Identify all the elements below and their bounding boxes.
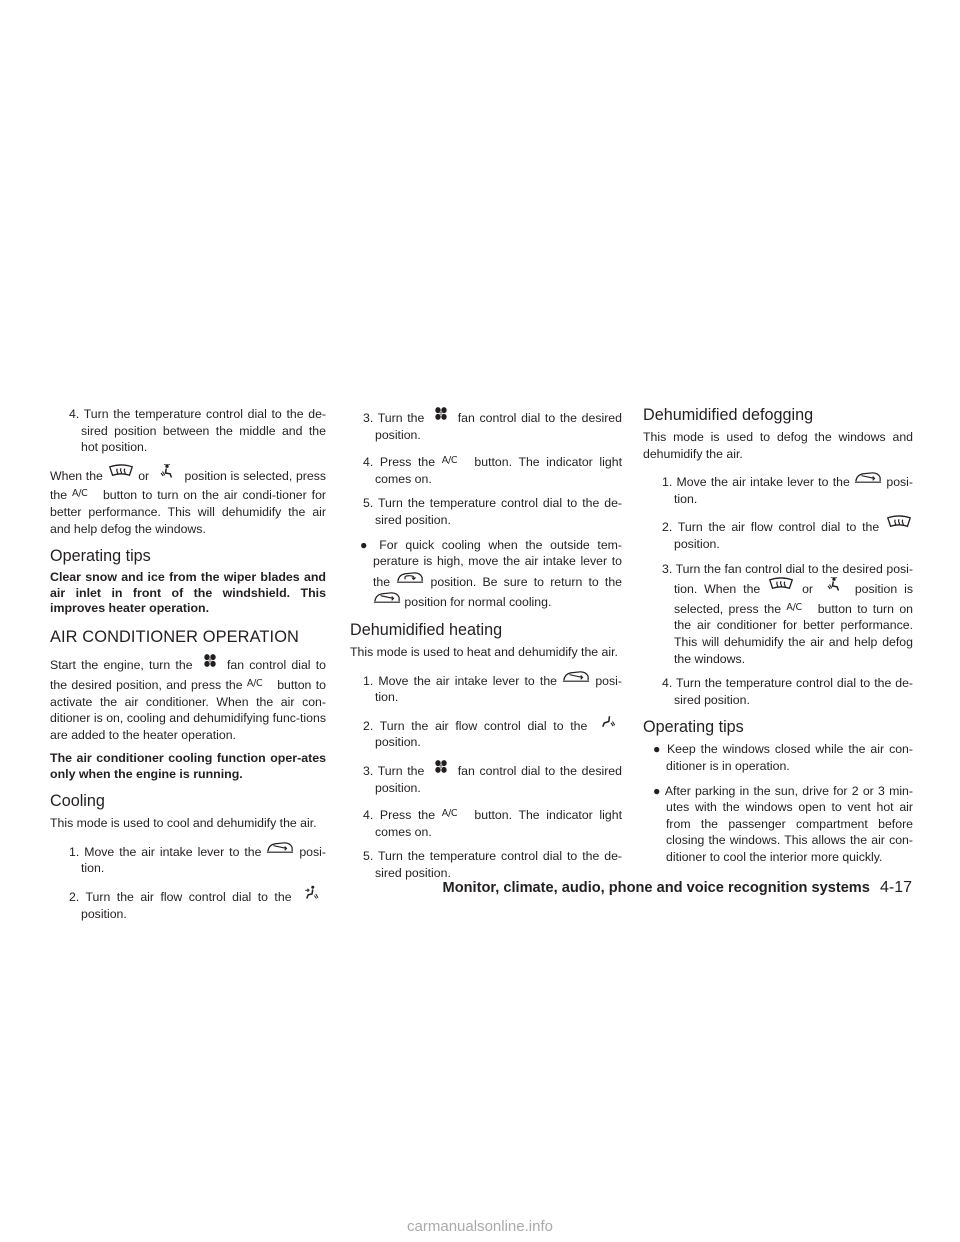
ac-icon: A/C: [441, 808, 458, 820]
outside-air-icon: [854, 470, 882, 485]
page-number: 4-17: [879, 879, 912, 896]
page-footer: [443, 879, 912, 897]
cooling-intro: This mode is used to cool and dehumidify the air.: [50, 816, 317, 831]
list-item: 5. Turn the temperature control dial to the de-sired position.: [363, 496, 623, 527]
recirculate-air-icon: [396, 570, 424, 585]
bullet-item: ● After parking in the sun, drive for 2 or 3 min-utes with the windows open to vent hot air from the passenger compartment before closing the windows. This allows the air con-ditioner to cool the interior more quickly.: [653, 783, 913, 864]
list-item: 2. Turn the air flow control dial to the position.: [50, 885, 326, 922]
defrost-icon: [767, 577, 795, 592]
list-item: 4. Turn the temperature control dial to the de-sired position.: [662, 676, 914, 707]
ac-icon: A/C: [246, 677, 263, 689]
watermark: carmanualsonline.info: [407, 1218, 553, 1235]
ac-icon: A/C: [441, 455, 458, 467]
column-1: [50, 406, 326, 930]
list-item: 1. Move the air intake lever to the posi-tion.: [350, 669, 622, 706]
outside-air-icon: [562, 669, 590, 684]
defrost-icon: [885, 515, 913, 530]
fan-icon: [198, 653, 222, 668]
defog-paragraph: When the or position is selected, press the A/C button to turn on the air condi-tioner for better performance. This will dehumidify the air and help defog the windows.: [50, 464, 326, 537]
heading-operating-tips: Operating tips: [50, 547, 151, 566]
list-item: 3. Turn the fan control dial to the desired posi-tion. When the or position is selected, press the A/C button to turn on the air conditioner for better performance. This will dehumidify the air and help defog the windows.: [662, 561, 914, 666]
ac-paragraph: Start the engine, turn the fan control dial to the desired position, and press the A/C button to activate the air conditioner. When the air con-ditioner is on, cooling and dehumidifying func-tions are added to the heater operation.: [50, 653, 326, 743]
dh-intro: This mode is used to heat and dehumidify the air.: [350, 644, 618, 659]
heading-dehumidified-heating: Dehumidified heating: [350, 620, 503, 639]
df-intro: This mode is used to defog the windows and dehumidify the air.: [643, 430, 913, 461]
list-item: 3. Turn the fan control dial to the desired position.: [350, 759, 622, 796]
list-item: 4. Press the A/C button. The indicator light comes on.: [350, 804, 622, 840]
bi-level-icon: [298, 885, 326, 900]
list-item: 2. Turn the air flow control dial to the position.: [350, 714, 622, 751]
heading-operating-tips: Operating tips: [643, 718, 744, 737]
floor-defrost-icon: [153, 464, 181, 479]
fan-icon: [429, 406, 453, 421]
fan-icon: [429, 759, 453, 774]
bullet-item: ● For quick cooling when the outside tem-perature is high, move the air intake lever to the position. Be sure to return to the position for normal cooling.: [360, 537, 623, 610]
list-item: 2. Turn the air flow control dial to the position.: [643, 515, 913, 552]
floor-defrost-icon: [820, 577, 848, 592]
heading-ac-operation: AIR CONDITIONER OPERATION: [50, 628, 299, 647]
list-item: 1. Move the air intake lever to the posi-tion.: [50, 840, 326, 877]
list-item: 4. Press the A/C button. The indicator light comes on.: [350, 451, 622, 487]
outside-air-icon: [373, 590, 401, 605]
ac-icon: A/C: [786, 601, 802, 613]
defrost-icon: [107, 464, 135, 479]
heading-dehumidified-defogging: Dehumidified defogging: [643, 406, 814, 424]
footer-title: Monitor, climate, audio, phone and voice recognition systems: [442, 880, 870, 896]
column-3: [643, 406, 913, 873]
bold-tip: Clear snow and ice from the wiper blades and air inlet in front of the windshield. This improves heater operation.: [50, 570, 326, 615]
bold-warning: The air conditioner cooling function oper-ates only when the engine is running.: [50, 751, 326, 781]
outside-air-icon: [266, 840, 294, 855]
list-item: 4. Turn the temperature control dial to the de-sired position between the middle and the hot position.: [69, 407, 327, 455]
list-item: 1. Move the air intake lever to the posi-tion.: [643, 470, 913, 507]
heading-cooling: Cooling: [50, 792, 105, 811]
column-2: [350, 406, 622, 889]
ac-icon: A/C: [72, 488, 88, 500]
list-item: 5. Turn the temperature control dial to the de-sired position.: [363, 849, 623, 880]
list-item: 3. Turn the fan control dial to the desired position.: [350, 406, 622, 443]
bullet-item: ● Keep the windows closed while the air con-ditioner is in operation.: [653, 742, 913, 773]
foot-icon: [594, 714, 622, 729]
